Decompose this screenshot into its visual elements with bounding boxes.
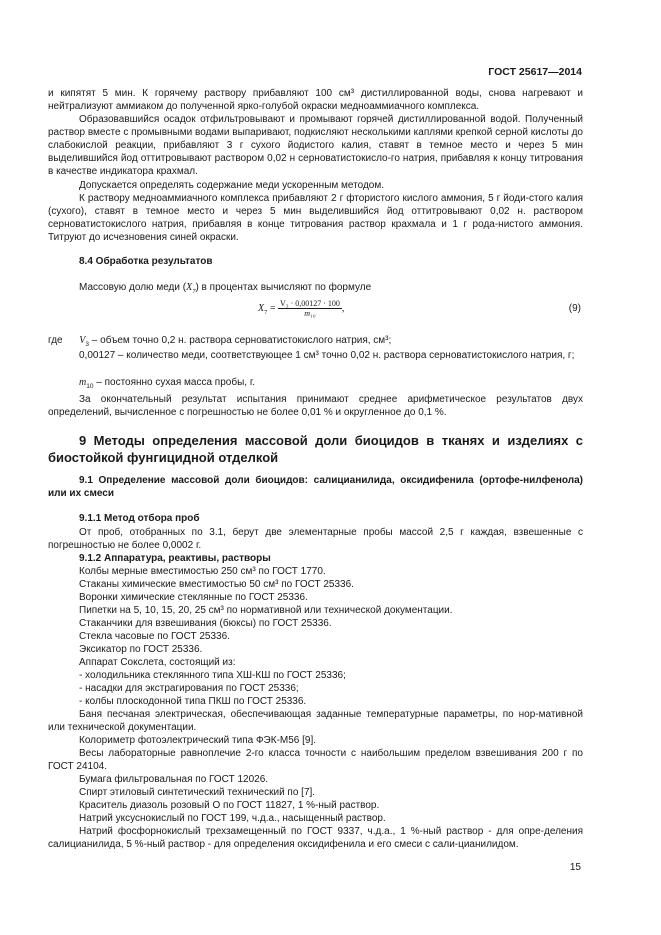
- list-item: Стаканы химические вместимостью 50 см³ по ГОСТ 25336.: [79, 579, 354, 590]
- equipment-list: [48, 565, 583, 708]
- list-item: Пипетки на 5, 10, 15, 20, 25 см³ по нормативной или технической документации.: [79, 605, 453, 616]
- list-item: - колбы плоскодонной типа ПКШ по ГОСТ 25336.: [79, 696, 307, 707]
- subsection-heading: 9.1.2 Аппаратура, реактивы, растворы: [79, 553, 271, 564]
- paragraph: Весы лабораторные равноплечие 2-го класса точности с наибольшим пределом взвешивания 200 г по ГОСТ 24104.: [48, 748, 583, 772]
- section-heading: 8.4 Обработка результатов: [79, 256, 213, 267]
- paragraph: и кипятят 5 мин. К горячему раствору прибавляют 100 см³ дистиллированной воды, снова нагревают и нейтрализуют аммиаком до полученной ярко-голубой окраски медноаммиачного комплекса.: [48, 88, 583, 112]
- subsection-heading: 9.1 Определение массовой доли биоцидов: салицианилида, оксидифенила (ортофе-нилфенола) или их смеси: [48, 475, 583, 499]
- list-item: Воронки химические стеклянные по ГОСТ 25336.: [79, 592, 308, 603]
- list-item: Стекла часовые по ГОСТ 25336.: [79, 631, 230, 642]
- page-number: 15: [569, 862, 581, 873]
- paragraph: К раствору медноаммиачного комплекса прибавляют 2 г фтористого кислого аммония, 5 г йоди-стого калия (сухого), ставят в темное место и через 5 мин выделившийся йод оттитровывают 0,02 н. раствором серноватистокислого натрия, прибавляя в конце титрования раствор крахмала и 1 г рода-нистого аммония. Титруют до исчезновения синей окраски.: [48, 193, 583, 243]
- paragraph: От проб, отобранных по 3.1, берут две элементарные пробы массой 2,5 г каждая, взвешенные с погрешностью не более 0,0002 г.: [48, 527, 583, 551]
- list-item: Колбы мерные вместимостью 250 см³ по ГОСТ 1770.: [79, 566, 326, 577]
- subsection-heading: 9.1.1 Метод отбора проб: [79, 513, 200, 524]
- list-item: Спирт этиловый синтетический технический по [7].: [79, 787, 316, 798]
- paragraph: Баня песчаная электрическая, обеспечивающая заданные температурные параметры, по нор-мативной или технической документации.: [48, 709, 583, 733]
- definition-m10: $m_{10}$ – постоянно сухая масса пробы, г.: [79, 377, 256, 390]
- paragraph: Натрий фосфорнокислый трехзамещенный по ГОСТ 9337, ч.д.а., 1 %-ный раствор - для опре-деления салицианилида, 5 %-ный раствор - для определения оксидифенила и его смеси с сали-цианилидом.: [48, 826, 583, 850]
- paragraph: Образовавшийся осадок отфильтровывают и промывают горячей дистиллированной водой. Полученный раствор вместе с промывными водами выпаривают, подкисляют несколькими каплями крепкой серной кислоты до слабокислой реакции, прибавляют 3 г сухого йодистого калия, ставят в темное место и через 5 мин выделившийся йод оттитровывают раствором 0,02 н серноватистокисло-го натрия, прибавляя к концу титрования в качестве индикатора крахмал.: [48, 114, 583, 177]
- document-code: ГОСТ 25617—2014: [488, 66, 582, 78]
- list-item: Натрий уксуснокислый по ГОСТ 199, ч.д.а., насыщенный раствор.: [79, 813, 386, 824]
- list-item: Краситель диазоль розовый О по ГОСТ 11827, 1 %-ный раствор.: [79, 800, 380, 811]
- list-item: Аппарат Сокслета, состоящий из:: [79, 657, 236, 668]
- paragraph: Колориметр фотоэлектрический типа ФЭК-М56 [9].: [79, 735, 317, 746]
- list-item: Стаканчики для взвешивания (бюксы) по ГОСТ 25336.: [79, 618, 332, 629]
- definition-constant: 0,00127 – количество меди, соответствующее 1 см³ точно 0,02 н. раствора серноватистокислого натрия, г;: [79, 350, 575, 361]
- list-item: - насадки для экстрагирования по ГОСТ 25336;: [79, 683, 299, 694]
- formula: $X_7$ = $\frac{\text{V₃ · 0,00127 · 100}}{\text{m₁₀}}$ ,: [258, 299, 345, 318]
- reagent-list: [48, 773, 583, 825]
- definition-v3: где $V_3$ – объем точно 0,2 н. раствора серноватистокислого натрия, см³;: [48, 335, 392, 348]
- list-item: Бумага фильтровальная по ГОСТ 12026.: [79, 774, 269, 785]
- list-item: - холодильника стеклянного типа ХШ-КШ по ГОСТ 25336;: [79, 670, 346, 681]
- formula-intro: Массовую долю меди $(X_7)$ в процентах вычисляют по формуле: [79, 282, 372, 295]
- list-item: Эксикатор по ГОСТ 25336.: [79, 644, 203, 655]
- equation-number: (9): [568, 303, 581, 314]
- section-heading: 9 Методы определения массовой доли биоцидов в тканях и изделиях с биостойкой фунгицидной отделкой: [48, 433, 583, 465]
- paragraph: Допускается определять содержание меди ускоренным методом.: [79, 180, 384, 191]
- paragraph: За окончательный результат испытания принимают среднее арифметическое результатов двух определений, вычисленное с погрешностью не более 0,01 % и округленное до 0,1 %.: [48, 394, 583, 418]
